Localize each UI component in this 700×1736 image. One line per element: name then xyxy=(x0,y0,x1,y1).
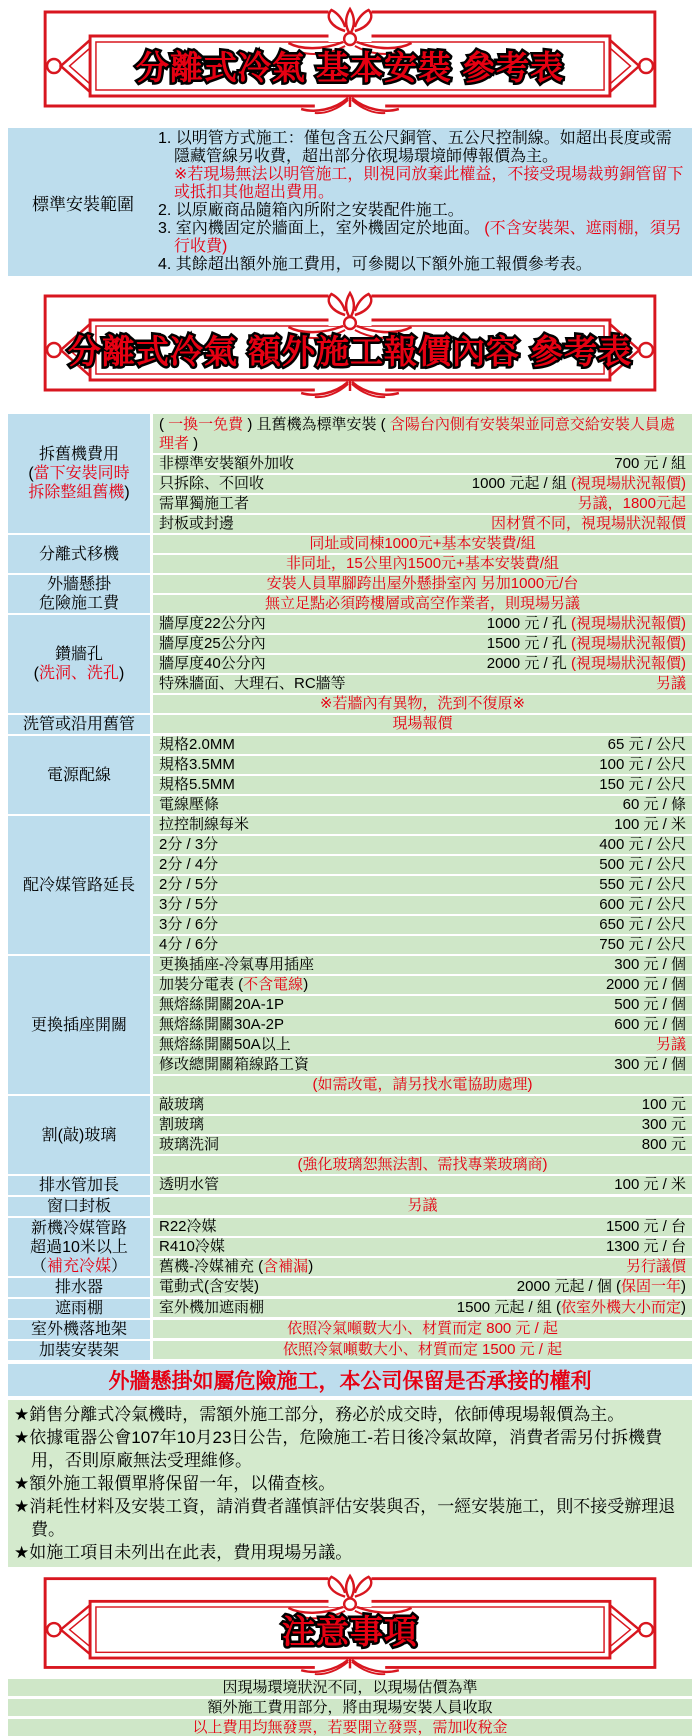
fee-row xyxy=(153,1036,692,1054)
fee-item-label: 規格2.0MM xyxy=(159,736,235,753)
fee-row xyxy=(153,796,692,814)
fee-group xyxy=(8,1320,692,1339)
fee-item-label: 割玻璃 xyxy=(159,1116,205,1133)
fee-group xyxy=(8,535,692,573)
extra-work-title: 分離式冷氣 額外施工報價內容 參考表 xyxy=(67,332,633,370)
fee-rows xyxy=(153,1197,692,1216)
fee-group-label-text: 電源配線 xyxy=(46,766,111,784)
fee-row xyxy=(153,675,692,693)
fee-item-label: 2分 / 4分 xyxy=(159,856,219,873)
fee-group-label-text: 拆舊機費用 (當下安裝同時 拆除整組舊機) xyxy=(28,446,130,501)
fee-item-label: 電動式(含安裝) xyxy=(159,1278,259,1295)
notice-line: 因現場環境狀況不同，以現場估價為準 xyxy=(8,1679,692,1696)
fee-group-label xyxy=(8,615,150,713)
fee-group-label-text: 割(敲)玻璃 xyxy=(41,1126,117,1144)
fee-row xyxy=(153,1258,692,1276)
fee-item-label: 3分 / 6分 xyxy=(159,916,219,933)
fee-note-row: 非同址，15公里內1500元+基本安裝費/組 xyxy=(153,555,692,573)
fee-group-label-text: 配冷媒管路延長 xyxy=(22,876,135,894)
fee-group-label-text: 外牆懸掛 危險施工費 xyxy=(38,576,119,612)
fee-note-row: 另議 xyxy=(153,1197,692,1215)
fee-price: 2000 元 / 個 xyxy=(605,976,686,993)
fee-price: 700 元 / 組 xyxy=(614,455,686,472)
fee-group xyxy=(8,1218,692,1276)
fee-price: 600 元 / 公尺 xyxy=(599,896,686,913)
fee-row xyxy=(153,475,692,493)
fee-rows xyxy=(153,956,692,1094)
fee-group-label xyxy=(8,1218,150,1276)
fee-rows xyxy=(153,1096,692,1174)
fee-price: 400 元 / 公尺 xyxy=(599,836,686,853)
footnotes-block xyxy=(8,1400,692,1567)
fee-rows xyxy=(153,736,692,814)
fee-price: 100 元 / 米 xyxy=(614,1176,686,1193)
danger-work-banner xyxy=(8,1364,692,1396)
notice-line: 以上費用均無發票，若要開立發票，需加收稅金 xyxy=(8,1719,692,1736)
fee-note-row: 依照冷氣噸數大小、材質而定 1500 元 / 起 xyxy=(153,1341,692,1359)
fee-item-label: 室外機加遮雨棚 xyxy=(159,1299,265,1316)
fee-group-label-text: 分離式移機 xyxy=(38,545,119,563)
fee-price: 300 元 / 個 xyxy=(614,1056,686,1073)
fee-item-label: 無熔絲開關50A以上 xyxy=(159,1036,291,1053)
bottom-notices xyxy=(8,1679,692,1736)
fee-price: 另議 xyxy=(655,1036,686,1053)
fee-row xyxy=(153,1176,692,1194)
fee-item-label: 特殊牆面、大理石、RC牆等 xyxy=(159,675,346,692)
fee-row xyxy=(153,736,692,754)
fee-group-label xyxy=(8,1299,150,1318)
fee-group-label-text: 鑽牆孔 (洗洞、洗孔) xyxy=(33,646,125,682)
fee-row xyxy=(153,1218,692,1236)
fee-row xyxy=(153,816,692,834)
fee-rows xyxy=(153,816,692,954)
fee-group xyxy=(8,1299,692,1318)
fee-group xyxy=(8,575,692,613)
notice-line: 額外施工費用部分，將由現場安裝人員收取 xyxy=(8,1699,692,1716)
banner-basic-install xyxy=(8,6,692,114)
fee-group xyxy=(8,615,692,713)
fee-group xyxy=(8,1096,692,1174)
fee-item-label: ( 一換一免費 ) 且舊機為標準安裝 ( 含陽台內側有安裝架並同意交給安裝人員處理者 ) xyxy=(159,416,675,452)
fee-row xyxy=(153,1278,692,1296)
install-scope-line: 1. 以明管方式施工：僅包含五公尺銅管、五公尺控制線。如超出長度或需隱藏管線另收費，超出部分依現場環境師傅報價為主。 xyxy=(158,130,672,165)
fee-rows xyxy=(153,715,692,734)
fee-row xyxy=(153,1016,692,1034)
fee-row xyxy=(153,1096,692,1114)
fee-row xyxy=(153,1056,692,1074)
footnote-line: ★銷售分離式冷氣機時，需額外施工部分，務必於成交時，依師傅現場報價為主。 xyxy=(14,1405,625,1424)
fee-price: 500 元 / 個 xyxy=(614,996,686,1013)
fee-item-label: 2分 / 5分 xyxy=(159,876,219,893)
fee-rows xyxy=(153,1176,692,1195)
fee-item-label: 拉控制線每米 xyxy=(159,816,250,833)
fee-item-label: 加裝分電表 (不含電線) xyxy=(159,976,309,993)
fee-row xyxy=(153,515,692,533)
fee-note-row: 同址或同棟1000元+基本安裝費/組 xyxy=(153,535,692,553)
fee-group-label-text: 洗管或沿用舊管 xyxy=(22,716,135,733)
standard-install-label: 標準安裝範圍 xyxy=(32,194,134,214)
fee-group-label-text: 遮雨棚 xyxy=(54,1300,103,1317)
fee-price: 300 元 xyxy=(641,1116,686,1133)
fee-group xyxy=(8,1176,692,1195)
fee-row xyxy=(153,1299,692,1317)
fee-item-label: 非標準安裝額外加收 xyxy=(159,455,295,472)
fee-price: 65 元 / 公尺 xyxy=(607,736,686,753)
footnote-line: ★消耗性材料及安裝工資，請消費者謹慎評估安裝與否，一經安裝施工，則不接受辦理退費。 xyxy=(14,1497,676,1539)
fee-item-label: 透明水管 xyxy=(159,1176,220,1193)
fee-price: 另議，1800元起 xyxy=(577,495,686,512)
fee-group-label-text: 窗口封板 xyxy=(46,1198,111,1215)
fee-group-label-text: 排水管加長 xyxy=(38,1177,119,1194)
fee-row xyxy=(153,635,692,653)
fee-group-label xyxy=(8,956,150,1094)
fee-group-label xyxy=(8,414,150,533)
standard-install-section xyxy=(8,128,692,276)
fee-item-label: 只拆除、不回收 xyxy=(159,475,265,492)
fee-row xyxy=(153,1116,692,1134)
fee-rows xyxy=(153,1341,692,1360)
fee-group-label-text: 加裝安裝架 xyxy=(38,1342,119,1359)
fee-item-label: 牆厚度25公分內 xyxy=(159,635,266,652)
fee-group xyxy=(8,414,692,533)
fee-price: 300 元 / 個 xyxy=(614,956,686,973)
fee-item-label: 4分 / 6分 xyxy=(159,936,219,953)
fee-group-label xyxy=(8,1197,150,1216)
fee-item-label: 封板或封邊 xyxy=(159,515,235,532)
fee-rows xyxy=(153,414,692,533)
fee-group-label xyxy=(8,1096,150,1174)
fee-price: 100 元 xyxy=(641,1096,686,1113)
fee-group-label-text: 更換插座開關 xyxy=(30,1016,127,1034)
fee-price: 另行議價 xyxy=(625,1258,686,1275)
fee-rows xyxy=(153,575,692,613)
notice-title: 注意事項 xyxy=(282,1612,418,1650)
fee-row xyxy=(153,876,692,894)
fee-item-label: 舊機-冷媒補充 (含補漏) xyxy=(159,1258,314,1275)
fee-price: 2000 元 / 孔 (視現場狀況報價) xyxy=(486,655,686,672)
fee-row xyxy=(153,1238,692,1256)
fee-item-label: 電線壓條 xyxy=(159,796,220,813)
extra-work-fee-table xyxy=(8,414,692,1360)
fee-item-label: 無熔絲開關20A-1P xyxy=(159,996,285,1013)
fee-group-label xyxy=(8,736,150,814)
fee-price: 600 元 / 個 xyxy=(614,1016,686,1033)
fee-row xyxy=(153,495,692,513)
fee-row xyxy=(153,756,692,774)
fee-group-label xyxy=(8,816,150,954)
fee-group-label xyxy=(8,1278,150,1297)
fee-price: 100 元 / 公尺 xyxy=(599,756,686,773)
fee-row xyxy=(153,856,692,874)
footnote-line: ★額外施工報價單將保留一年，以備查核。 xyxy=(14,1474,336,1493)
fee-price: 750 元 / 公尺 xyxy=(599,936,686,953)
fee-row xyxy=(153,655,692,673)
fee-rows xyxy=(153,1299,692,1318)
install-scope-line: 4. 其餘超出額外施工費用，可參閱以下額外施工報價參考表。 xyxy=(158,256,592,273)
fee-group-label-text: 排水器 xyxy=(54,1279,103,1296)
basic-install-title: 分離式冷氣 基本安裝 參考表 xyxy=(135,48,565,86)
fee-group xyxy=(8,1341,692,1360)
fee-item-label: R22冷媒 xyxy=(159,1218,217,1235)
fee-item-label: 無熔絲開關30A-2P xyxy=(159,1016,285,1033)
fee-item-label: 更換插座-冷氣專用插座 xyxy=(159,956,314,973)
banner-extra-work xyxy=(8,290,692,398)
fee-row xyxy=(153,916,692,934)
fee-group-label xyxy=(8,715,150,734)
fee-row xyxy=(153,455,692,473)
fee-group-label xyxy=(8,575,150,613)
fee-item-label: 玻璃洗洞 xyxy=(159,1136,220,1153)
fee-price: 60 元 / 條 xyxy=(622,796,686,813)
fee-group xyxy=(8,956,692,1094)
fee-row xyxy=(153,1136,692,1154)
fee-price: 1500 元起 / 組 (依室外機大小而定) xyxy=(456,1299,686,1316)
fee-price: 650 元 / 公尺 xyxy=(599,916,686,933)
standard-install-list xyxy=(158,128,692,276)
fee-group xyxy=(8,736,692,814)
fee-price: 500 元 / 公尺 xyxy=(599,856,686,873)
fee-row xyxy=(153,615,692,633)
fee-item-label: 牆厚度40公分內 xyxy=(159,655,266,672)
install-scope-line: 2. 以原廠商品隨箱內所附之安裝配件施工。 xyxy=(158,202,464,219)
fee-row xyxy=(153,776,692,794)
fee-note-row: ※若牆內有異物，洗到不復原※ xyxy=(153,695,692,713)
price-flyer-page xyxy=(0,6,700,1736)
fee-rows xyxy=(153,1278,692,1297)
fee-group-label xyxy=(8,1176,150,1195)
fee-rows xyxy=(153,615,692,713)
fee-item-label: 修改總開關箱線路工資 xyxy=(159,1056,310,1073)
danger-work-text: 外牆懸掛如屬危險施工，本公司保留是否承接的權利 xyxy=(108,1370,592,1393)
install-scope-line: 3. 室內機固定於牆面上，室外機固定於地面。 (不含安裝架、遮雨棚，須另行收費) xyxy=(158,220,682,255)
fee-item-label: 敲玻璃 xyxy=(159,1096,205,1113)
fee-row xyxy=(153,896,692,914)
fee-item-label: 規格3.5MM xyxy=(159,756,235,773)
fee-group xyxy=(8,1278,692,1297)
fee-rows xyxy=(153,1320,692,1339)
fee-row xyxy=(153,936,692,954)
fee-rows xyxy=(153,535,692,573)
fee-group xyxy=(8,816,692,954)
fee-row xyxy=(153,414,692,453)
fee-note-row: (強化玻璃恕無法割、需找專業玻璃商) xyxy=(153,1156,692,1174)
fee-price: 800 元 xyxy=(641,1136,686,1153)
banner-notice xyxy=(8,1573,692,1675)
fee-group xyxy=(8,1197,692,1216)
fee-price: 1500 元 / 台 xyxy=(605,1218,686,1235)
fee-price: 因材質不同，視現場狀況報價 xyxy=(490,515,686,532)
fee-item-label: R410冷媒 xyxy=(159,1238,225,1255)
fee-price: 150 元 / 公尺 xyxy=(599,776,686,793)
fee-note-row: 現場報價 xyxy=(153,715,692,733)
fee-note-row: 安裝人員單腳跨出屋外懸掛室內 另加1000元/台 xyxy=(153,575,692,593)
fee-price: 1500 元 / 孔 (視現場狀況報價) xyxy=(486,635,686,652)
footnote-line: ★依據電器公會107年10月23日公告，危險施工-若日後冷氣故障，消費者需另付拆機費用，否則原廠無法受理維修。 xyxy=(14,1428,663,1470)
fee-group-label-text: 室外機落地架 xyxy=(30,1321,127,1338)
fee-item-label: 2分 / 3分 xyxy=(159,836,219,853)
footnote-line: ★如施工項目未列出在此表，費用現場另議。 xyxy=(14,1543,353,1562)
fee-price: 100 元 / 米 xyxy=(614,816,686,833)
fee-row xyxy=(153,836,692,854)
fee-group-label-text: 新機冷媒管路 超過10米以上 （補充冷媒） xyxy=(30,1219,128,1275)
fee-note-row: 依照冷氣噸數大小、材質而定 800 元 / 起 xyxy=(153,1320,692,1338)
fee-item-label: 3分 / 5分 xyxy=(159,896,219,913)
fee-price: 1000 元起 / 組 (視現場狀況報價) xyxy=(471,475,686,492)
fee-item-label: 牆厚度22公分內 xyxy=(159,615,266,632)
install-scope-line: ※若現場無法以明管施工，則視同放棄此權益，不接受現場裁剪銅管留下或抵扣其他超出費用。 xyxy=(174,166,684,201)
fee-group xyxy=(8,715,692,734)
fee-note-row: (如需改電，請另找水電協助處理) xyxy=(153,1076,692,1094)
fee-price: 1300 元 / 台 xyxy=(605,1238,686,1255)
fee-note-row: 無立足點必須跨樓層或高空作業者，則現場另議 xyxy=(153,595,692,613)
fee-rows xyxy=(153,1218,692,1276)
fee-row xyxy=(153,976,692,994)
fee-group-label xyxy=(8,1320,150,1339)
fee-row xyxy=(153,956,692,974)
fee-price: 550 元 / 公尺 xyxy=(599,876,686,893)
fee-price: 2000 元起 / 個 (保固一年) xyxy=(516,1278,686,1295)
fee-group-label xyxy=(8,535,150,573)
fee-group-label xyxy=(8,1341,150,1360)
fee-price: 另議 xyxy=(655,675,686,692)
fee-price: 1000 元 / 孔 (視現場狀況報價) xyxy=(486,615,686,632)
fee-row xyxy=(153,996,692,1014)
fee-item-label: 規格5.5MM xyxy=(159,776,235,793)
fee-item-label: 需單獨施工者 xyxy=(159,495,250,512)
